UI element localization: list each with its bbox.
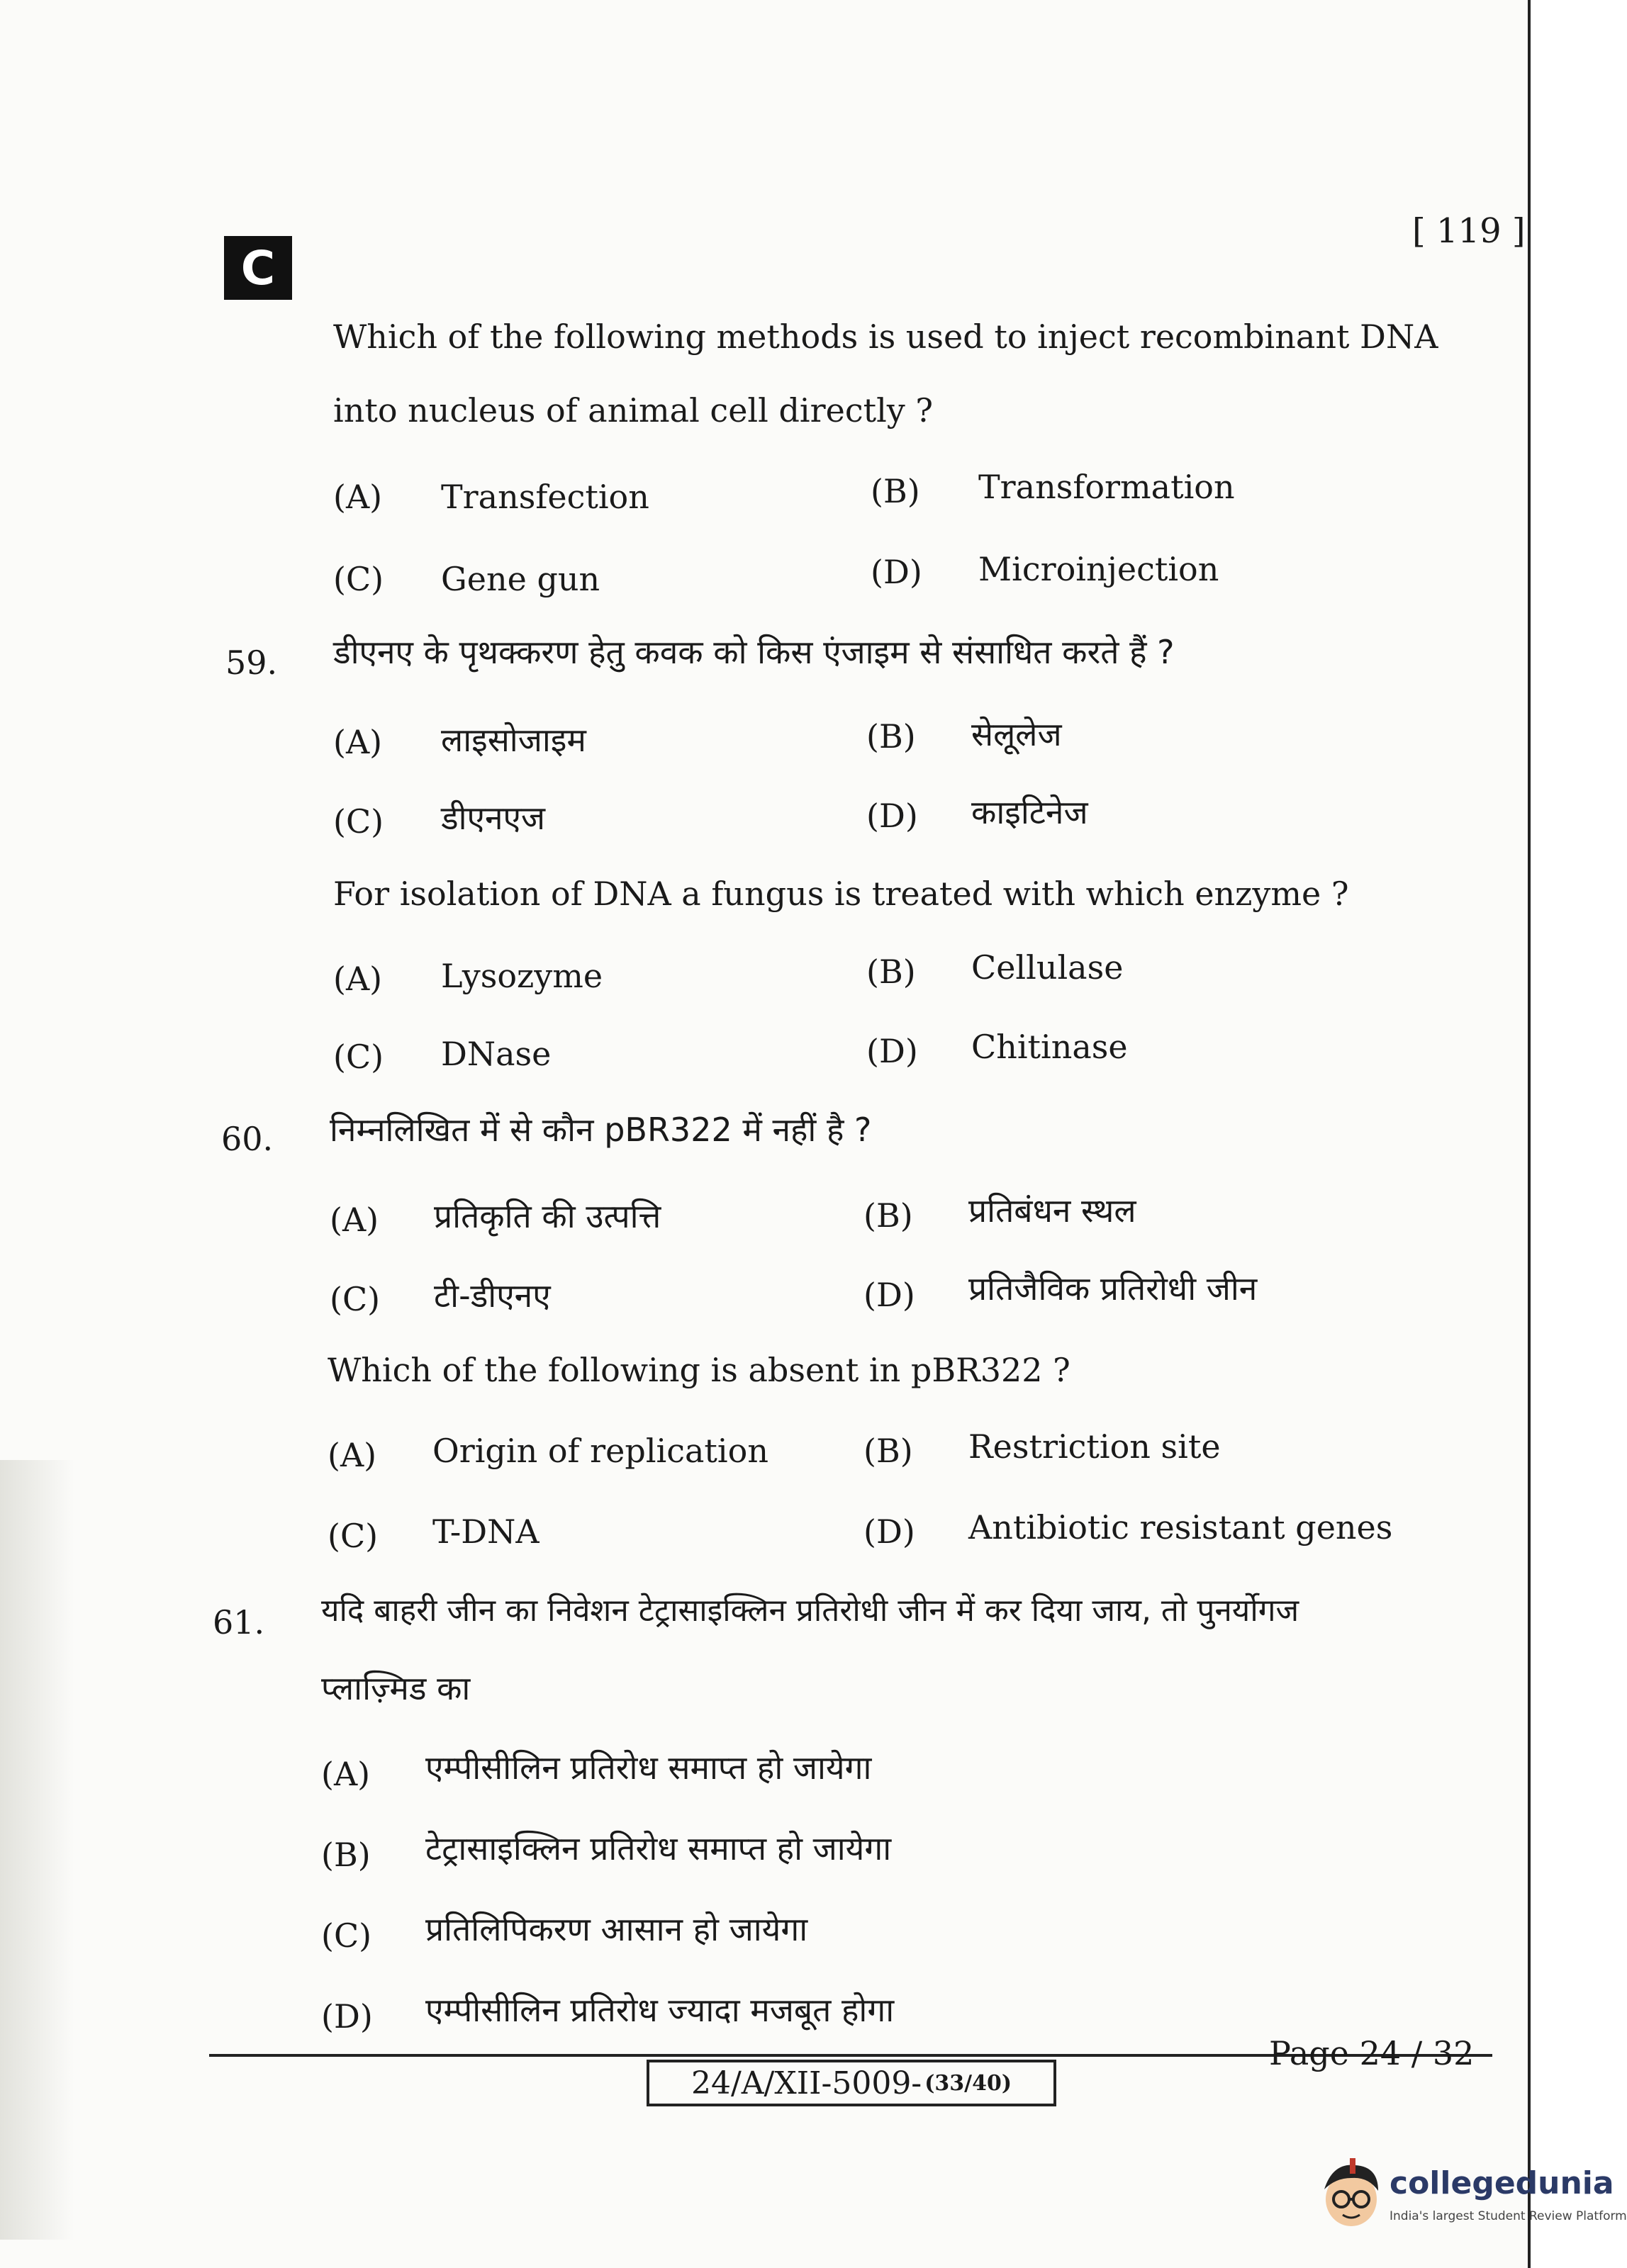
question-58-line-2: into nucleus of animal cell directly ? (333, 391, 934, 430)
option-label: (D) (871, 553, 922, 591)
option-label: (A) (333, 478, 383, 516)
question-number: 60. (221, 1120, 274, 1158)
page-number: [ 119 ] (1412, 211, 1526, 251)
option-text: Microinjection (978, 550, 1219, 588)
option-text: Cellulase (971, 948, 1124, 987)
option-label: (A) (333, 723, 383, 761)
option-text: Gene gun (441, 560, 600, 598)
page-edge (1528, 0, 1606, 2268)
paper-code-box (647, 2060, 1056, 2106)
option-text: काइटिनेज (971, 793, 1088, 831)
option-text: प्रतिकृति की उत्पत्ति (434, 1197, 661, 1235)
option-text: Transfection (441, 478, 649, 516)
option-text: डीएनएज (441, 799, 546, 837)
option-text: सेलूलेज (971, 715, 1062, 753)
option-label: (A) (321, 1755, 371, 1793)
option-label: (B) (866, 717, 916, 756)
option-label: (C) (333, 802, 384, 841)
question-60-hindi: निम्नलिखित में से कौन pBR322 में नहीं है ? (330, 1111, 872, 1149)
option-text: एम्पीसीलिन प्रतिरोध समाप्त हो जायेगा (425, 1748, 872, 1787)
option-label: (C) (328, 1517, 379, 1555)
mascot-icon (1319, 2158, 1384, 2229)
option-text: Transformation (978, 468, 1235, 506)
watermark (1319, 2158, 1627, 2236)
option-label: (B) (863, 1432, 913, 1470)
option-label: (B) (863, 1196, 913, 1235)
question-58-line-1: Which of the following methods is used to inject recombinant DNA (333, 318, 1438, 356)
option-label: (B) (866, 953, 916, 991)
option-label: (B) (871, 472, 920, 510)
option-label: (A) (333, 960, 383, 998)
option-label: (D) (866, 1032, 918, 1070)
page-shadow (0, 1460, 74, 2240)
option-label: (C) (321, 1916, 372, 1955)
question-number: 59. (225, 644, 278, 682)
brand-name: collegedunia (1390, 2165, 1614, 2201)
option-label: (D) (866, 797, 918, 835)
option-text: प्रतिलिपिकरण आसान हो जायेगा (425, 1910, 808, 1948)
question-60-english: Which of the following is absent in pBR322 ? (328, 1351, 1070, 1389)
paper-code-suffix: (33/40) (924, 2070, 1012, 2096)
option-label: (C) (333, 1038, 384, 1076)
option-text: टेट्रासाइक्लिन प्रतिरोध समाप्त हो जायेगा (425, 1829, 892, 1868)
option-label: (C) (330, 1280, 381, 1318)
option-label: (D) (321, 1997, 373, 2036)
option-text: Restriction site (968, 1427, 1221, 1466)
option-label: (D) (863, 1276, 915, 1314)
option-text: Origin of replication (432, 1432, 768, 1470)
option-label: (D) (863, 1512, 915, 1551)
question-59-english: For isolation of DNA a fungus is treated with which enzyme ? (333, 875, 1349, 913)
option-label: (B) (321, 1836, 371, 1874)
option-text: Antibiotic resistant genes (968, 1508, 1393, 1546)
option-text: Lysozyme (441, 957, 603, 995)
set-badge: C (224, 236, 292, 300)
question-59-hindi: डीएनए के पृथक्करण हेतु कवक को किस एंजाइम से संसाधित करते हैं ? (333, 633, 1175, 671)
option-text: T-DNA (432, 1512, 539, 1551)
option-text: टी-डीएनए (434, 1276, 551, 1315)
paper-code: 24/A/XII-5009- (691, 2065, 922, 2101)
option-text: प्रतिबंधन स्थल (968, 1191, 1136, 1230)
option-text: प्रतिजैविक प्रतिरोधी जीन (968, 1269, 1258, 1308)
option-label: (C) (333, 560, 384, 598)
question-61-hindi-line-2: प्लाज़्मिड का (321, 1669, 471, 1707)
question-61-hindi-line-1: यदि बाहरी जीन का निवेशन टेट्रासाइक्लिन प्रतिरोधी जीन में कर दिया जाय, तो पुनर्योगज (321, 1593, 1299, 1629)
question-number: 61. (213, 1603, 265, 1641)
option-text: DNase (441, 1035, 552, 1073)
footer-page-number: Page 24 / 32 (1269, 2034, 1475, 2072)
brand-tagline: India's largest Student Review Platform (1390, 2209, 1627, 2223)
option-text: Chitinase (971, 1028, 1128, 1066)
option-label: (A) (328, 1436, 377, 1474)
option-text: लाइसोजाइम (441, 721, 586, 759)
option-text: एम्पीसीलिन प्रतिरोध ज्यादा मजबूत होगा (425, 1991, 895, 2029)
option-label: (A) (330, 1201, 379, 1239)
